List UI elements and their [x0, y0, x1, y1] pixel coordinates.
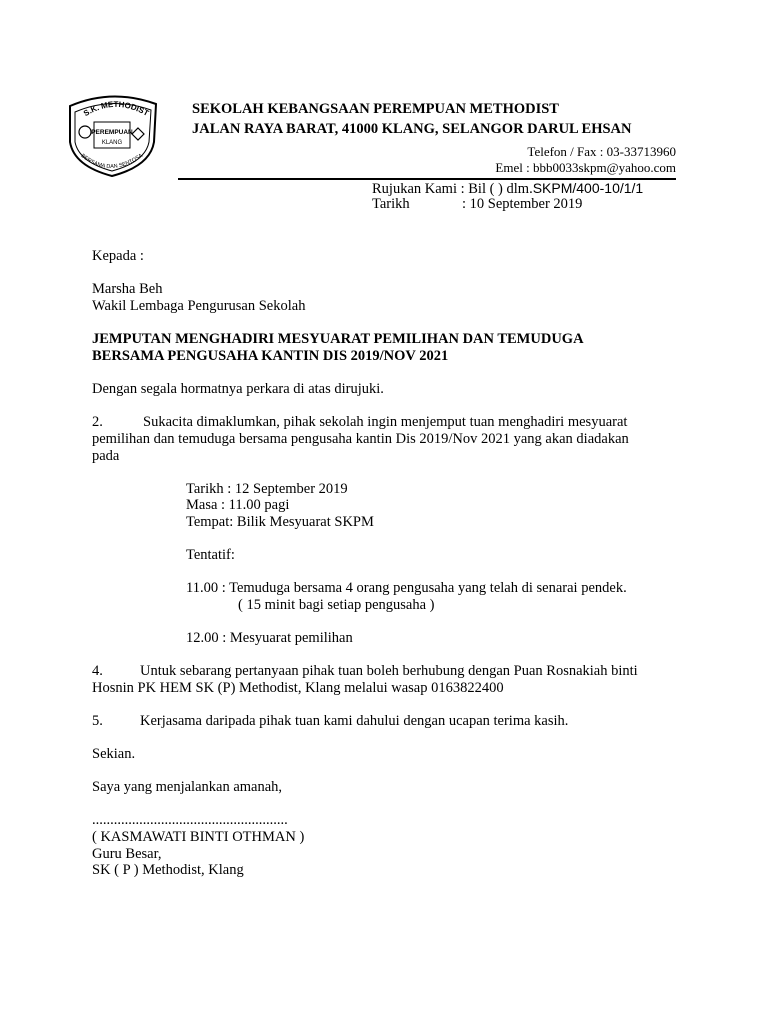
paragraph-2-line-2: pemilihan dan temuduga bersama pengusaha kantin Dis 2019/Nov 2021 yang akan diadakan [92, 431, 629, 447]
logo-inner-bottom: KLANG [101, 140, 123, 146]
reference-prefix: Rujukan Kami : Bil ( ) dlm. [372, 181, 533, 197]
contact-phone: Telefon / Fax : 03-33713960 [527, 144, 676, 159]
paragraph-5-text: Kerjasama daripada pihak tuan kami dahului dengan ucapan terima kasih. [140, 713, 569, 729]
signer-name: ( KASMAWATI BINTI OTHMAN ) [92, 829, 305, 845]
recipient-title: Wakil Lembaga Pengurusan Sekolah [92, 298, 306, 314]
signer-school: SK ( P ) Methodist, Klang [92, 862, 244, 878]
meeting-place: Tempat: Bilik Mesyuarat SKPM [186, 514, 374, 530]
agenda-heading: Tentatif: [186, 547, 235, 563]
paragraph-4-line-2: Hosnin PK HEM SK (P) Methodist, Klang melalui wasap 0163822400 [92, 680, 504, 696]
paragraph-4-text: Untuk sebarang pertanyaan pihak tuan boleh berhubung dengan Puan Rosnakiah binti [140, 663, 638, 679]
agenda-item: 12.00 : Mesyuarat pemilihan [186, 630, 353, 646]
date-value: : 10 September 2019 [462, 196, 583, 212]
paragraph-2-line-3: pada [92, 448, 120, 464]
paragraph-2-line-1 [92, 414, 627, 431]
paragraph-4-line-1 [92, 663, 638, 680]
agenda-item-note: ( 15 minit bagi setiap pengusaha ) [238, 597, 435, 613]
paragraph-1: Dengan segala hormatnya perkara di atas dirujuki. [92, 381, 384, 397]
signature-line: ...................................................... [92, 812, 288, 828]
recipient-heading: Kepada : [92, 248, 144, 264]
svg-text:S.K. METHODIST [82, 100, 150, 118]
school-name: SEKOLAH KEBANGSAAN PEREMPUAN METHODIST [192, 101, 559, 117]
recipient-name: Marsha Beh [92, 281, 163, 297]
logo-top-text: S.K. METHODIST [81, 99, 151, 119]
subject-line-2: BERSAMA PENGUSAHA KANTIN DIS 2019/NOV 2021 [92, 348, 449, 364]
subject-line-1: JEMPUTAN MENGHADIRI MESYUARAT PEMILIHAN DAN TEMUDUGA [92, 331, 584, 347]
closing-sekian: Sekian. [92, 746, 136, 762]
logo-inner-top: PEREMPUAN [91, 129, 133, 136]
closing-amanah: Saya yang menjalankan amanah, [92, 779, 283, 795]
meeting-time: Masa : 11.00 pagi [186, 497, 290, 513]
contact-email: Emel : bbb0033skpm@yahoo.com [495, 160, 676, 175]
lamp-icon [79, 126, 91, 138]
book-icon [132, 128, 144, 140]
paragraph-5-number: 5. [92, 713, 103, 729]
signer-role: Guru Besar, [92, 846, 162, 862]
reference-code: SKPM/400-10/1/1 [532, 180, 644, 196]
paragraph-5 [92, 713, 568, 730]
school-crest-logo [64, 92, 160, 178]
logo-motto: BERSAMA DAN SENTOSA [79, 152, 144, 171]
school-address: JALAN RAYA BARAT, 41000 KLANG, SELANGOR DARUL EHSAN [192, 121, 632, 137]
meeting-date: Tarikh : 12 September 2019 [186, 481, 348, 497]
date-label: Tarikh [372, 196, 410, 212]
paragraph-2-text: Sukacita dimaklumkan, pihak sekolah ingin menjemput tuan menghadiri mesyuarat [143, 414, 628, 430]
paragraph-4-number: 4. [92, 663, 103, 679]
paragraph-2-number: 2. [92, 414, 103, 430]
agenda-item: 11.00 : Temuduga bersama 4 orang pengusaha yang telah di senarai pendek. [186, 580, 627, 596]
